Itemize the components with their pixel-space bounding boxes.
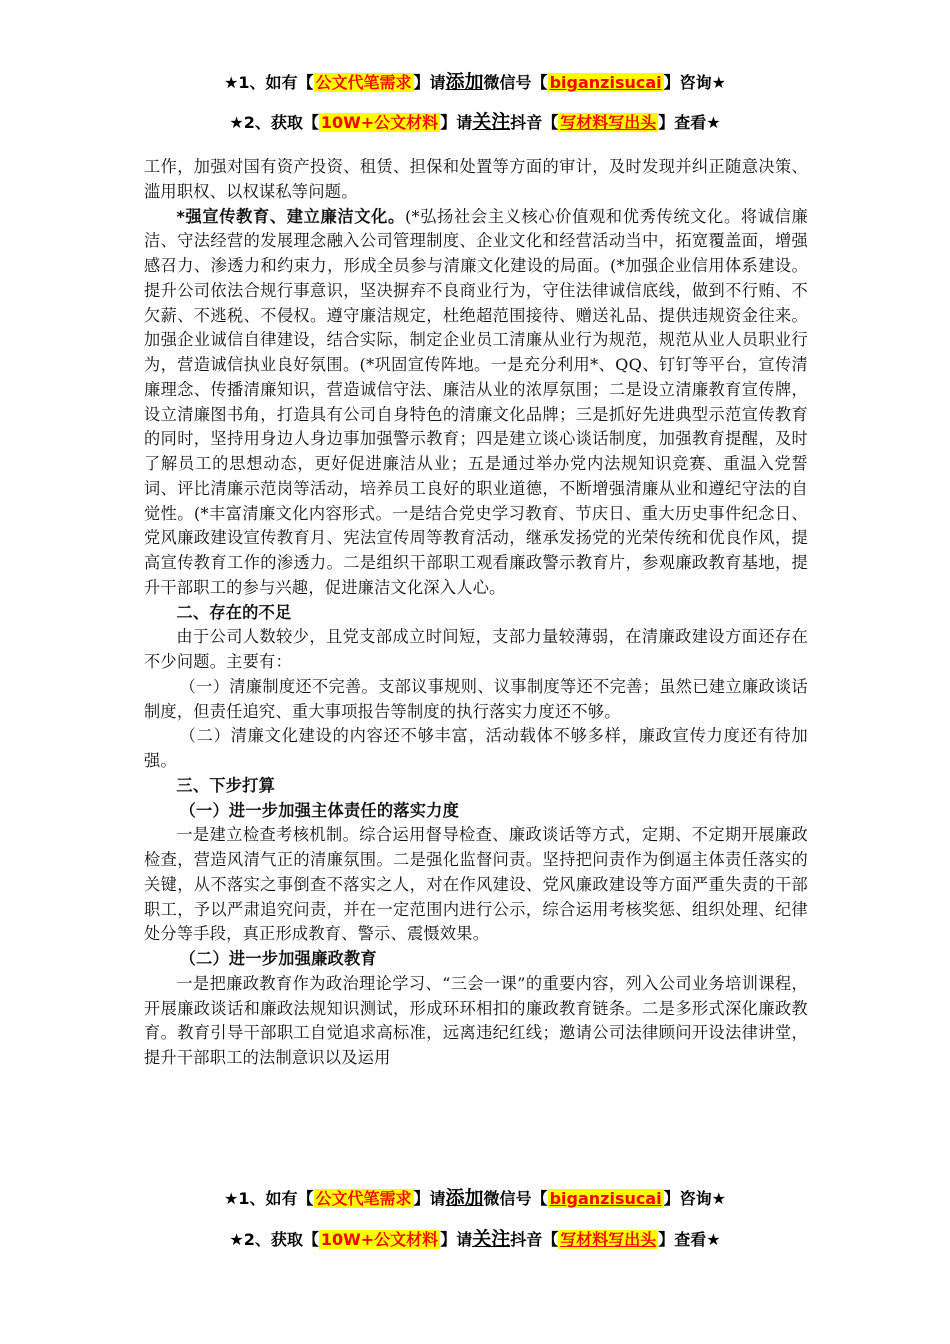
subsection-heading: （二）进一步加强廉政教育 xyxy=(179,949,377,968)
emphasis-follow: 关注 xyxy=(472,1228,511,1250)
banner-text: 】请 xyxy=(413,73,446,92)
emphasis-follow: 关注 xyxy=(472,111,511,133)
highlight-wechat-id: biganzisucai xyxy=(549,73,662,92)
highlight-douyin: 写材料写出头 xyxy=(560,1230,657,1249)
banner-text: ★1、如有【 xyxy=(224,73,314,92)
highlight-douyin: 写材料写出头 xyxy=(560,113,657,132)
paragraph: 一是建立检查考核机制。综合运用督导检查、廉政谈话等方式，定期、不定期开展廉政检查，营造风清气正的清廉氛围。二是强化监督问责。坚持把问责作为倒逼主体责任落实的关键，从不落实之事倒查不落实之人，对在作风建设、党风廉政建设等方面严重失责的干部职工，予以严肃追究问责，并在一定范围内进行公示，综合运用考核奖惩、组织处理、纪律处分等手段，真正形成教育、警示、震慑效果。 xyxy=(144,825,808,944)
banner-text: ★2、获取【 xyxy=(229,1230,319,1249)
banner-text: 】查看★ xyxy=(658,113,721,132)
paragraph: 一是把廉政教育作为政治理论学习、“三会一课”的重要内容，列入公司业务培训课程，开展廉政谈话和廉政法规知识测试，形成环环相扣的廉政教育链条。二是多形式深化廉政教育。教育引导干部职工自觉追求高标准，远离违纪红线；邀请公司法律顾问开设法律讲堂，提升干部职工的法制意识以及运用 xyxy=(144,973,808,1067)
banner-text: 】咨询★ xyxy=(663,73,726,92)
footer-line-2 xyxy=(0,1227,950,1252)
banner-text: 】查看★ xyxy=(658,1230,721,1249)
paragraph-text: (*弘扬社会主义核心价值观和优秀传统文化。将诚信廉洁、守法经营的发展理念融入公司管理制度、企业文化和经营活动当中，拓宽覆盖面，增强感召力、渗透力和约束力，形成全员参与清廉文化建设的局面。(*加强企业信用体系建设。提升公司依法合规行事意识，坚决摒弃不良商业行为，守住法律诚信底线，做到不行贿、不欠薪、不逃税、不侵权。遵守廉洁规定，杜绝超范围接待、赠送礼品、提供违规资金往来。加强企业诚信自律建设，结合实际，制定企业员工清廉从业行为规范，规范从业人员职业行为，营造诚信执业良好氛围。(*巩固宣传阵地。一是充分利用*、QQ、钉钉等平台，宣传清廉理念、传播清廉知识，营造诚信守法、廉洁从业的浓厚氛围；二是设立清廉教育宣传牌，设立清廉图书角，打造具有公司自身特色的清廉文化品牌；三是抓好先进典型示范宣传教育的同时，坚持用身边人身边事加强警示教育；四是建立谈心谈话制度，加强教育提醒，及时了解员工的思想动态，更好促进廉洁从业；五是通过举办党内法规知识竞赛、重温入党誓词、评比清廉示范岗等活动，培养员工良好的职业道德，不断增强清廉从业和遵纪守法的自觉性。(*丰富清廉文化内容形式。一是结合党史学习教育、节庆日、重大历史事件纪念日、党风廉政建设宣传教育月、宪法宣传周等教育活动，继承发扬党的光荣传统和优良作风，提高宣传教育工作的渗透力。二是组织干部职工观看廉政警示教育片，参观廉政教育基地，提升干部职工的参与兴趣，促进廉洁文化深入人心。 xyxy=(144,206,808,597)
section-heading: 三、下步打算 xyxy=(176,775,276,795)
document-body xyxy=(144,155,808,1071)
paragraph: 由于公司人数较少，且党支部成立时间短，支部力量较薄弱，在清廉政建设方面还存在不少问题。主要有： xyxy=(144,627,808,671)
highlight-service: 公文代笔需求 xyxy=(315,1189,412,1208)
emphasis-add: 添加 xyxy=(445,1187,484,1209)
header-line-2 xyxy=(0,110,950,135)
highlight-wechat-id: biganzisucai xyxy=(549,1189,662,1208)
paragraph xyxy=(144,205,808,601)
footer-line-1 xyxy=(0,1186,950,1211)
paragraph: 工作，加强对国有资产投资、租赁、担保和处置等方面的审计，及时发现并纠正随意决策、滥用职权、以权谋私等问题。 xyxy=(144,157,808,201)
banner-text: 】请 xyxy=(440,113,473,132)
highlight-materials: 10W+公文材料 xyxy=(320,1230,439,1249)
section-heading: 二、存在的不足 xyxy=(176,602,292,622)
banner-text: 抖音【 xyxy=(510,113,559,132)
banner-text: ★2、获取【 xyxy=(229,113,319,132)
subsection-heading: （一）进一步加强主体责任的落实力度 xyxy=(179,800,460,820)
header-line-1 xyxy=(0,70,950,95)
emphasis-add: 添加 xyxy=(445,71,484,93)
paragraph: （一）清廉制度还不完善。支部议事规则、议事制度等还不完善；虽然已建立廉政谈话制度，但责任追究、重大事项报告等制度的执行落实力度还不够。 xyxy=(144,676,808,721)
banner-text: 微信号【 xyxy=(483,1189,548,1208)
highlight-service: 公文代笔需求 xyxy=(315,73,412,92)
highlight-materials: 10W+公文材料 xyxy=(320,113,439,132)
paragraph-heading: *强宣传教育、建立廉洁文化。 xyxy=(176,206,405,226)
banner-text: 】咨询★ xyxy=(663,1189,726,1208)
banner-text: 微信号【 xyxy=(483,73,548,92)
banner-text: 抖音【 xyxy=(510,1230,559,1249)
banner-text: 】请 xyxy=(413,1189,446,1208)
paragraph: （二）清廉文化建设的内容还不够丰富，活动载体不够多样，廉政宣传力度还有待加强。 xyxy=(144,726,808,770)
banner-text: ★1、如有【 xyxy=(224,1189,314,1208)
banner-text: 】请 xyxy=(440,1230,473,1249)
